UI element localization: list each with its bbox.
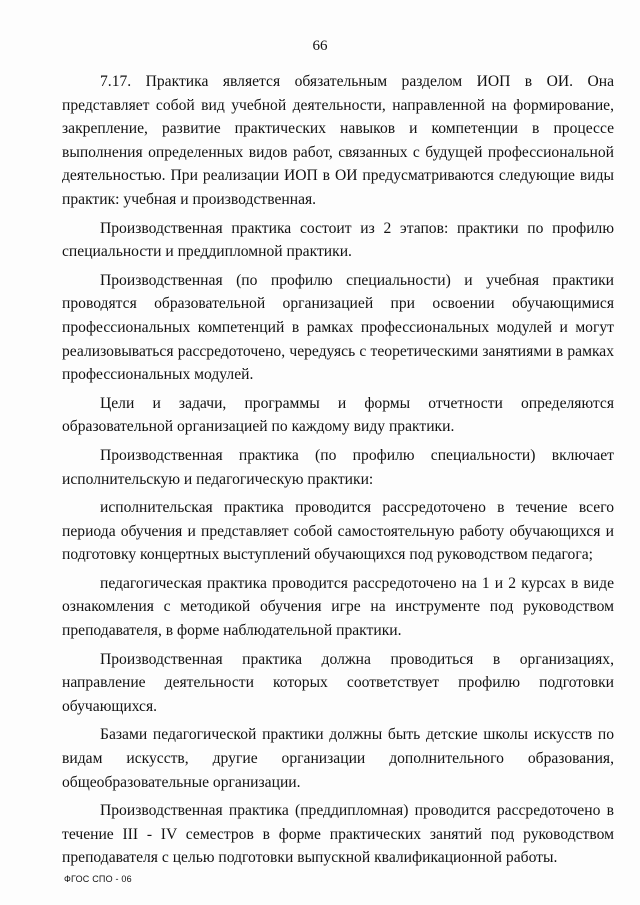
document-body (62, 70, 614, 870)
paragraph-practice-stages: Производственная практика состоит из 2 этапов: практики по профилю специальности и преддипломной практики. (62, 219, 614, 261)
paragraph-practice-organizations: Производственная практика должна проводиться в организациях, направление деятельности которых соответствует профилю подготовки обучающихся. (62, 650, 614, 715)
paragraph-practice-includes: Производственная практика (по профилю специальности) включает исполнительскую и педагогическую практики: (62, 446, 614, 488)
paragraph-practice-bases: Базами педагогической практики должны быть детские школы искусств по видам искусств, другие организации дополнительного образования, общеобразовательные организации. (62, 726, 614, 791)
paragraph-practice-conduct: Производственная (по профилю специальности) и учебная практики проводятся образовательной организацией при освоении обучающимися профессиональных компетенций в рамках профессиональных модулей и могут реализовываться рассредоточено, чередуясь с теоретическими занятиями в рамках профессиональных модулей. (62, 271, 614, 384)
paragraph-goals: Цели и задачи, программы и формы отчетности определяются образовательной организацией по каждому виду практики. (62, 394, 614, 436)
paragraph-7-17: 7.17. Практика является обязательным разделом ИОП в ОИ. Она представляет собой вид учебной деятельности, направленной на формирование, закрепление, развитие практических навыков и компетенции в процессе выполнения определенных видов работ, связанных с будущей профессиональной деятельностью. При реализации ИОП в ОИ предусматриваются следующие виды практик: учебная и производственная. (62, 73, 614, 208)
paragraph-pedagogical-practice: педагогическая практика проводится рассредоточено на 1 и 2 курсах в виде ознакомления с методикой обучения игре на инструменте под руководством преподавателя, в форме наблюдательной практики. (62, 574, 614, 640)
page-number: 66 (312, 38, 328, 54)
footer-code: ФГОС СПО - 06 (64, 874, 132, 884)
paragraph-pre-diploma-practice: Производственная практика (преддипломная) проводится рассредоточено в течение III - IV семестров в форме практических занятий под руководством преподавателя с целью подготовки выпускной квалификационной работы. (62, 802, 614, 867)
paragraph-performing-practice: исполнительская практика проводится рассредоточено в течение всего периода обучения и представляет собой самостоятельную работу обучающихся и подготовку концертных выступлений обучающихся под руководством педагога; (62, 499, 614, 564)
